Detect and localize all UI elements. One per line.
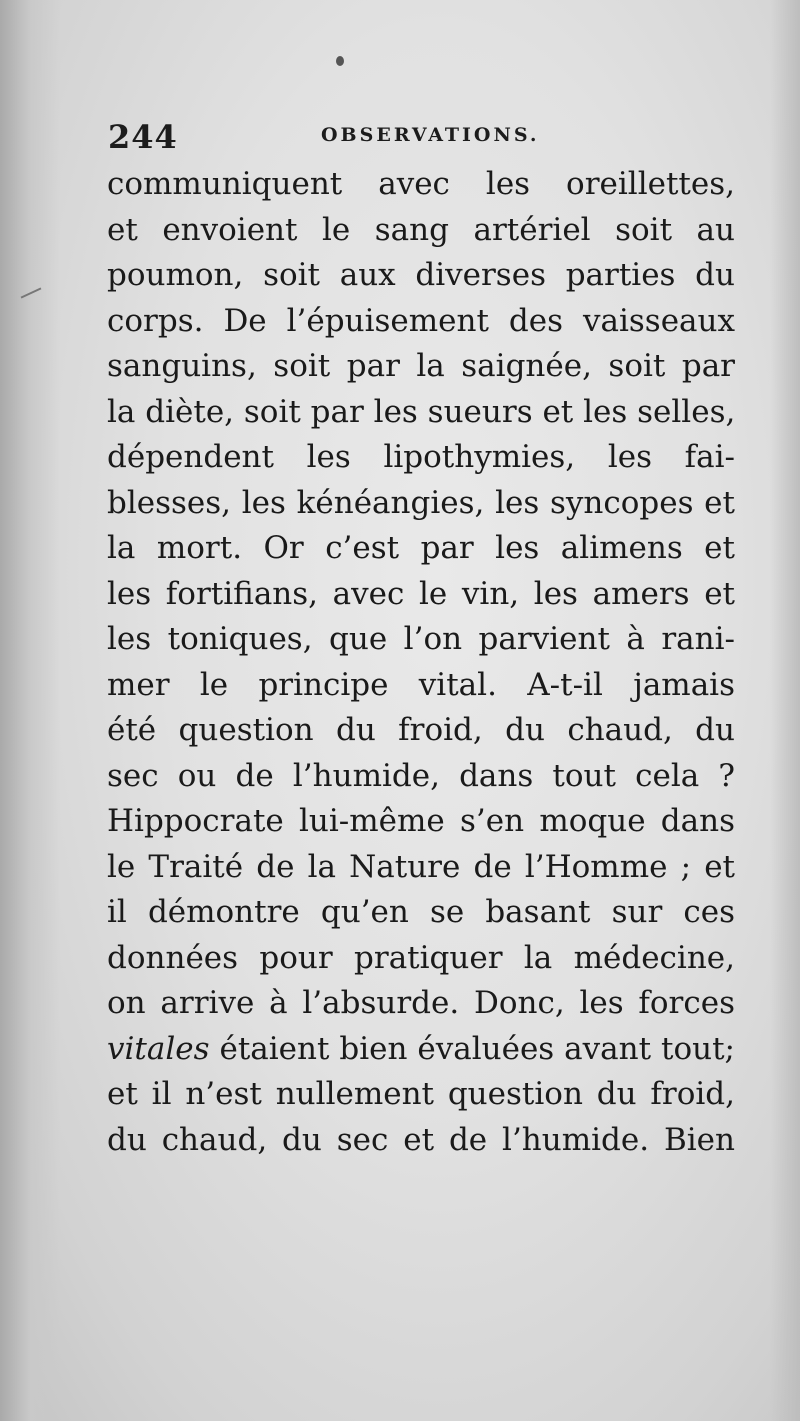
text-line: Hippocrate lui-même s’en moque dans xyxy=(107,803,735,839)
text-line: poumon, soit aux diverses parties du xyxy=(107,257,735,293)
binding-shadow xyxy=(0,0,60,1421)
text-line: et il n’est nullement question du froid, xyxy=(107,1076,735,1112)
text-line: mer le principe vital. A-t-il jamais xyxy=(107,666,735,703)
ink-speck xyxy=(336,56,344,66)
text-line: corps. De l’épuisement des vaisseaux xyxy=(107,302,735,339)
text-line: sec ou de l’humide, dans tout cela ? xyxy=(107,757,735,794)
text-line: blesses, les kénéangies, les syncopes et xyxy=(107,484,735,521)
page-number: 244 xyxy=(108,118,178,156)
text-line: la mort. Or c’est par les alimens et xyxy=(107,530,735,566)
text-line: sanguins, soit par la saignée, soit par xyxy=(107,348,735,384)
text-line: la diète, soit par les sueurs et les selles, xyxy=(107,393,736,430)
text-line: les toniques, que l’on parvient à rani- xyxy=(107,621,735,657)
body-text xyxy=(107,162,735,1163)
text-line: dépendent les lipothymies, les fai- xyxy=(107,439,735,475)
text-line: et envoient le sang artériel soit au xyxy=(107,211,735,248)
text-line: été question du froid, du chaud, du xyxy=(107,712,735,748)
text-line: communiquent avec les oreillettes, xyxy=(107,166,735,202)
text-line: le Traité de la Nature de l’Homme ; et xyxy=(107,848,735,885)
running-head: OBSERVATIONS. xyxy=(321,124,540,146)
text-line: les fortifians, avec le vin, les amers et xyxy=(107,575,735,612)
page-edge-shadow xyxy=(770,0,800,1421)
text-fragment: étaient bien évaluées avant tout; xyxy=(209,1030,735,1067)
text-line-mixed xyxy=(107,1027,735,1073)
italic-word: vitales xyxy=(107,1030,210,1067)
page-header xyxy=(108,118,728,162)
text-line: du chaud, du sec et de l’humide. Bien xyxy=(107,1121,735,1158)
text-line: on arrive à l’absurde. Donc, les forces xyxy=(107,985,735,1021)
text-line: données pour pratiquer la médecine, xyxy=(107,939,735,976)
text-line: il démontre qu’en se basant sur ces xyxy=(107,894,735,930)
